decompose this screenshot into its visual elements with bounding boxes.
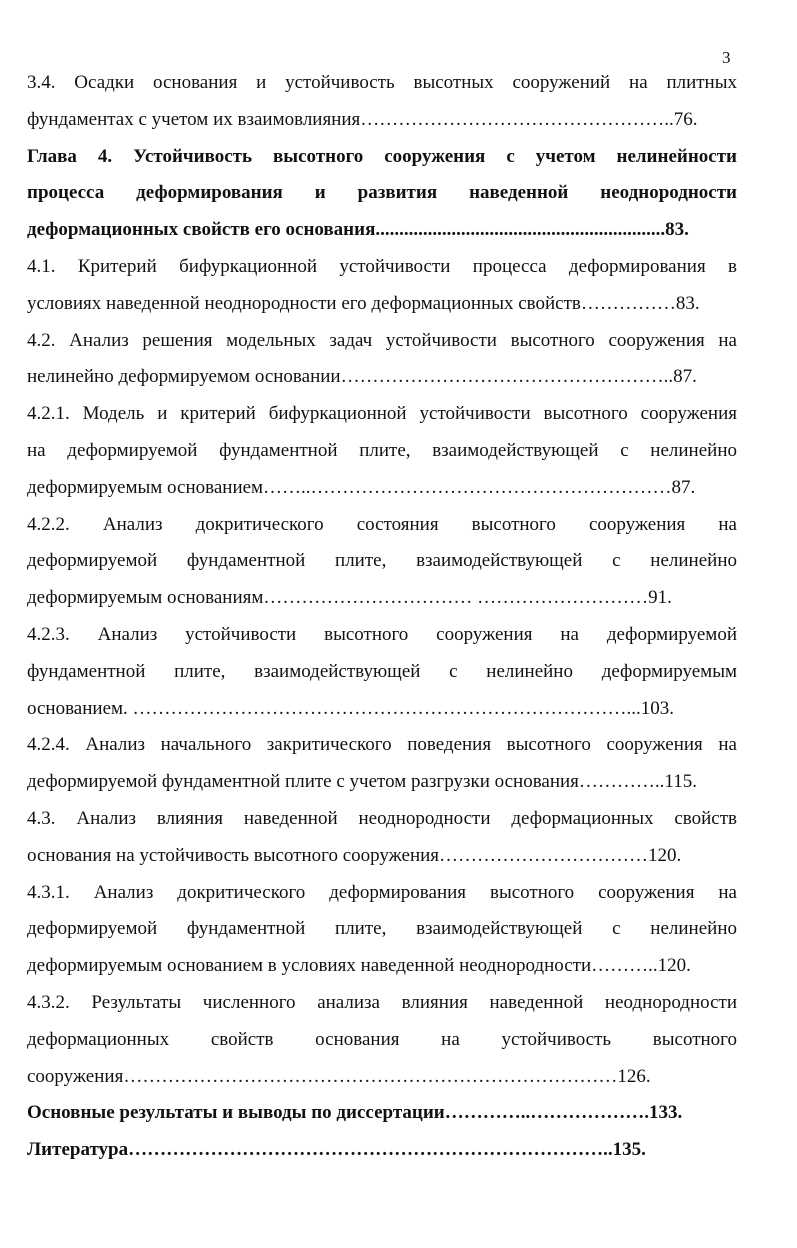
toc-line-4-2-1-c: деформируемым основанием……..…………………………………………………87.: [27, 476, 696, 498]
toc-line-4-2-b: нелинейно деформируемом основании……………………………………………..87.: [27, 366, 697, 388]
toc-chapter-4-b: процесса деформирования и развития наведенной неоднородности: [27, 182, 737, 204]
toc-chapter-4-a: Глава 4. Устойчивость высотного сооружения с учетом нелинейности: [27, 145, 737, 167]
toc-line-4-2-4-b: деформируемой фундаментной плите с учетом разгрузки основания…………..115.: [27, 771, 697, 793]
toc-line-4-3-1-a: 4.3.1. Анализ докритического деформирования высотного сооружения на: [27, 881, 737, 903]
toc-line-4-2-1-a: 4.2.1. Модель и критерий бифуркационной устойчивости высотного сооружения: [27, 403, 737, 425]
table-of-contents: [27, 65, 737, 1169]
toc-line-4-2-3-a: 4.2.3. Анализ устойчивости высотного сооружения на деформируемой: [27, 623, 737, 645]
toc-line-4-2-3-b: фундаментной плите, взаимодействующей с нелинейно деформируемым: [27, 660, 737, 682]
toc-line-4-3-2-b: деформационных свойств основания на устойчивость высотного: [27, 1028, 737, 1050]
toc-line-4-2-3-c: основанием. ……………………………………………………………………...103.: [27, 697, 675, 719]
toc-line-4-3-1-b: деформируемой фундаментной плите, взаимодействующей с нелинейно: [27, 918, 737, 940]
toc-line-4-2-2-c: деформируемым основаниям…………………………… ………………………91.: [27, 587, 672, 609]
toc-literature: Литература…………………………………………………………………..135.: [27, 1139, 646, 1161]
toc-line-3-4-b: фундаментах с учетом их взаимовлияния…………………………………………..76.: [27, 108, 698, 130]
toc-chapter-4-c: деформационных свойств его основания.............................................................83.: [27, 219, 689, 241]
toc-line-4-3-a: 4.3. Анализ влияния наведенной неоднородности деформационных свойств: [27, 807, 737, 829]
toc-line-4-2-a: 4.2. Анализ решения модельных задач устойчивости высотного сооружения на: [27, 329, 737, 351]
toc-line-4-1-b: условиях наведенной неоднородности его деформационных свойств……………83.: [27, 292, 700, 314]
toc-line-4-2-2-b: деформируемой фундаментной плите, взаимодействующей с нелинейно: [27, 550, 737, 572]
toc-line-4-2-2-a: 4.2.2. Анализ докритического состояния высотного сооружения на: [27, 513, 737, 535]
toc-line-4-3-b: основания на устойчивость высотного сооружения……………………………120.: [27, 844, 682, 866]
toc-line-4-3-2-a: 4.3.2. Результаты численного анализа влияния наведенной неоднородности: [27, 991, 737, 1013]
toc-line-4-3-1-c: деформируемым основанием в условиях наведенной неоднородности………..120.: [27, 955, 691, 977]
toc-line-4-2-1-b: на деформируемой фундаментной плите, взаимодействующей с нелинейно: [27, 439, 737, 461]
toc-line-4-2-4-a: 4.2.4. Анализ начального закритического поведения высотного сооружения на: [27, 734, 737, 756]
toc-conclusions: Основные результаты и выводы по диссертации…………..……………….133.: [27, 1102, 683, 1124]
page-number: 3: [722, 48, 731, 67]
toc-line-3-4-a: 3.4. Осадки основания и устойчивость высотных сооружений на плитных: [27, 72, 737, 93]
toc-line-4-3-2-c: сооружения……………………………………………………………………126.: [27, 1065, 651, 1087]
toc-line-4-1-a: 4.1. Критерий бифуркационной устойчивости процесса деформирования в: [27, 255, 737, 277]
